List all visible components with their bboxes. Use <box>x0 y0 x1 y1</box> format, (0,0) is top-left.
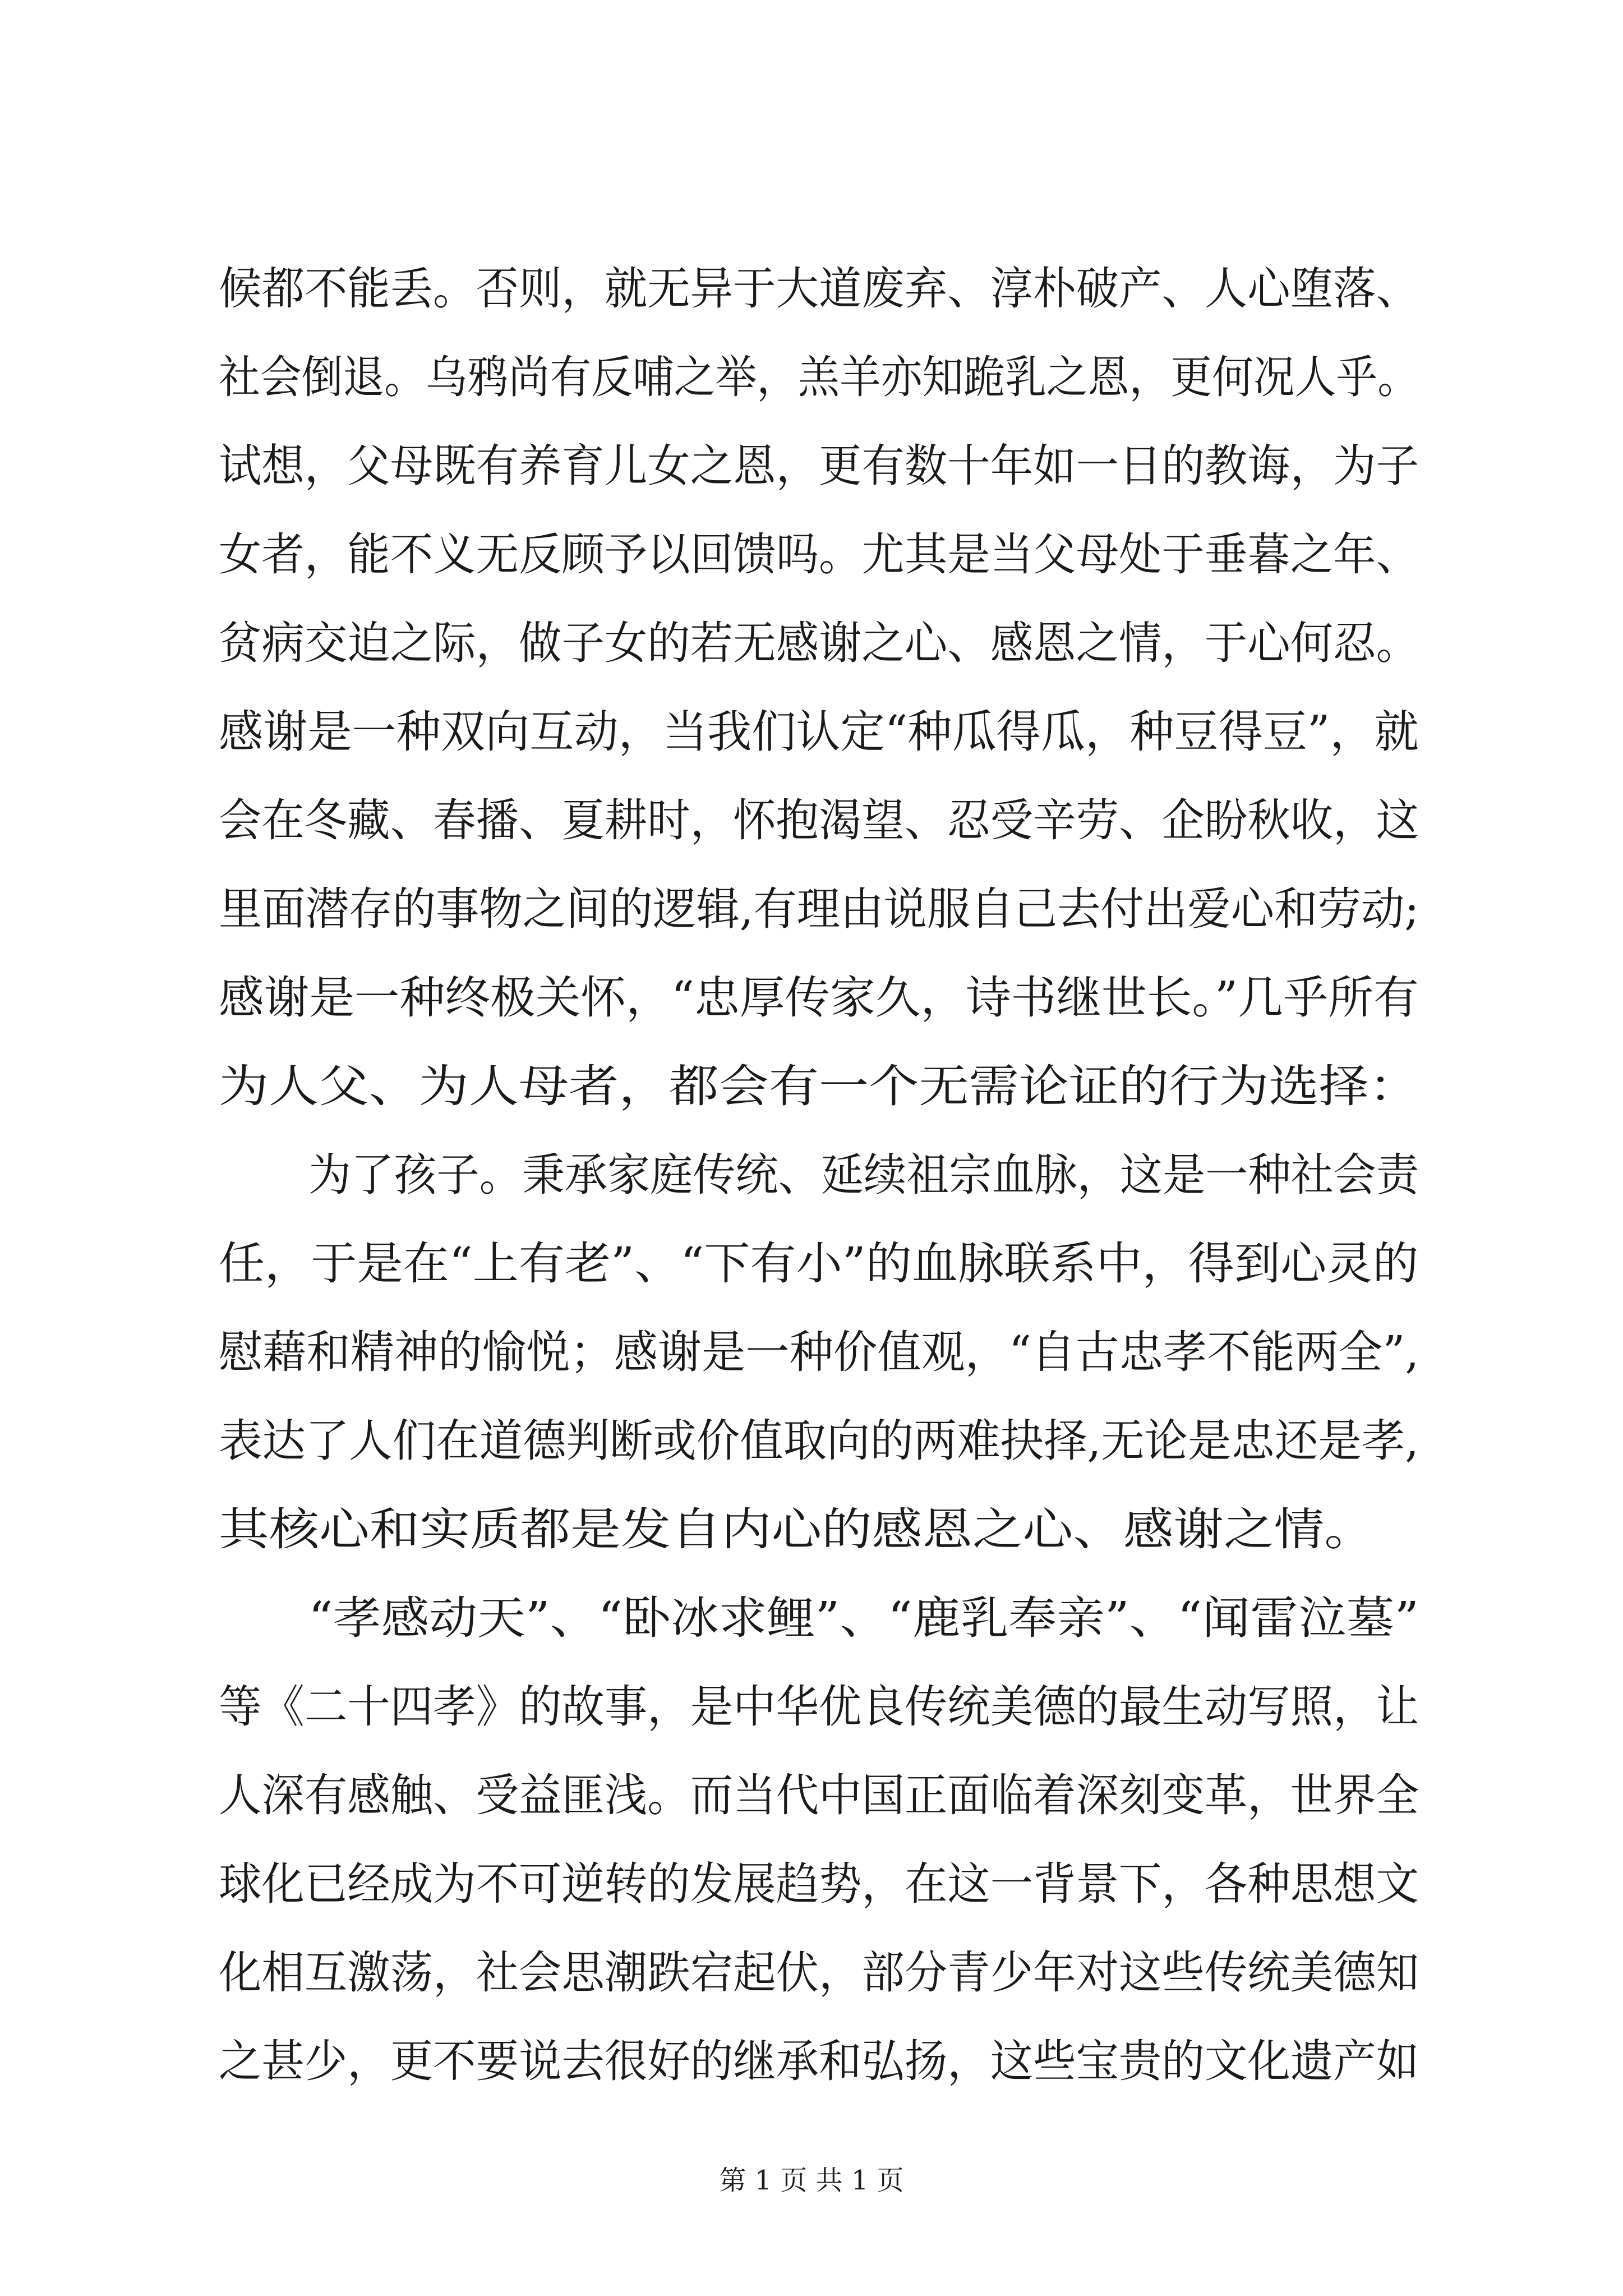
text-line: 试想，父母既有养育儿女之恩，更有数十年如一日的教诲，为子 <box>219 440 1419 492</box>
text-line: 为人父、为人母者，都会有一个无需论证的行为选择： <box>219 1060 1419 1112</box>
text-line: 人深有感触、受益匪浅。而当代中国正面临着深刻变革，世界全 <box>219 1769 1419 1821</box>
text-line: 表达了人们在道德判断或价值取向的两难抉择,无论是忠还是孝, <box>219 1415 1419 1467</box>
text-line: 社会倒退。乌鸦尚有反哺之举，羔羊亦知跪乳之恩，更何况人乎。 <box>219 351 1419 403</box>
text-line: 其核心和实质都是发自内心的感恩之心、感谢之情。 <box>219 1503 1375 1556</box>
text-line: 等《二十四孝》的故事，是中华优良传统美德的最生动写照，让 <box>219 1681 1419 1733</box>
page-number: 第 1 页 共 1 页 <box>719 2165 904 2196</box>
text-line: 球化已经成为不可逆转的发展趋势，在这一背景下，各种思想文 <box>219 1858 1419 1910</box>
text-line: 慰藉和精神的愉悦；感谢是一种价值观，“自古忠孝不能两全”, <box>219 1326 1419 1378</box>
text-line: 任，于是在“上有老”、“下有小”的血脉联系中，得到心灵的 <box>219 1237 1419 1290</box>
text-line: 女者，能不义无反顾予以回馈吗。尤其是当父母处于垂暮之年、 <box>219 528 1419 581</box>
text-line: 之甚少，更不要说去很好的继承和弘扬，这些宝贵的文化遗产如 <box>219 2035 1419 2087</box>
text-line: 里面潜存的事物之间的逻辑,有理由说服自己去付出爱心和劳动; <box>219 883 1419 935</box>
text-line: 候都不能丢。否则，就无异于大道废弃、淳朴破产、人心堕落、 <box>219 263 1419 315</box>
paragraph-start-line: “孝感动天”、“卧冰求鲤”、“鹿乳奉亲”、“闻雷泣墓” <box>308 1592 1419 1644</box>
text-line: 感谢是一种终极关怀，“忠厚传家久，诗书继世长。”几乎所有 <box>219 972 1419 1024</box>
text-line: 会在冬藏、春播、夏耕时，怀抱渴望、忍受辛劳、企盼秋收，这 <box>219 794 1419 846</box>
text-line: 化相互激荡，社会思潮跌宕起伏，部分青少年对这些传统美德知 <box>219 1947 1419 1999</box>
text-line: 感谢是一种双向互动，当我们认定“种瓜得瓜，种豆得豆”，就 <box>219 706 1419 758</box>
paragraph-start-line: 为了孩子。秉承家庭传统、延续祖宗血脉，这是一种社会责 <box>308 1149 1419 1201</box>
text-line: 贫病交迫之际，做子女的若无感谢之心、感恩之情，于心何忍。 <box>219 617 1419 669</box>
